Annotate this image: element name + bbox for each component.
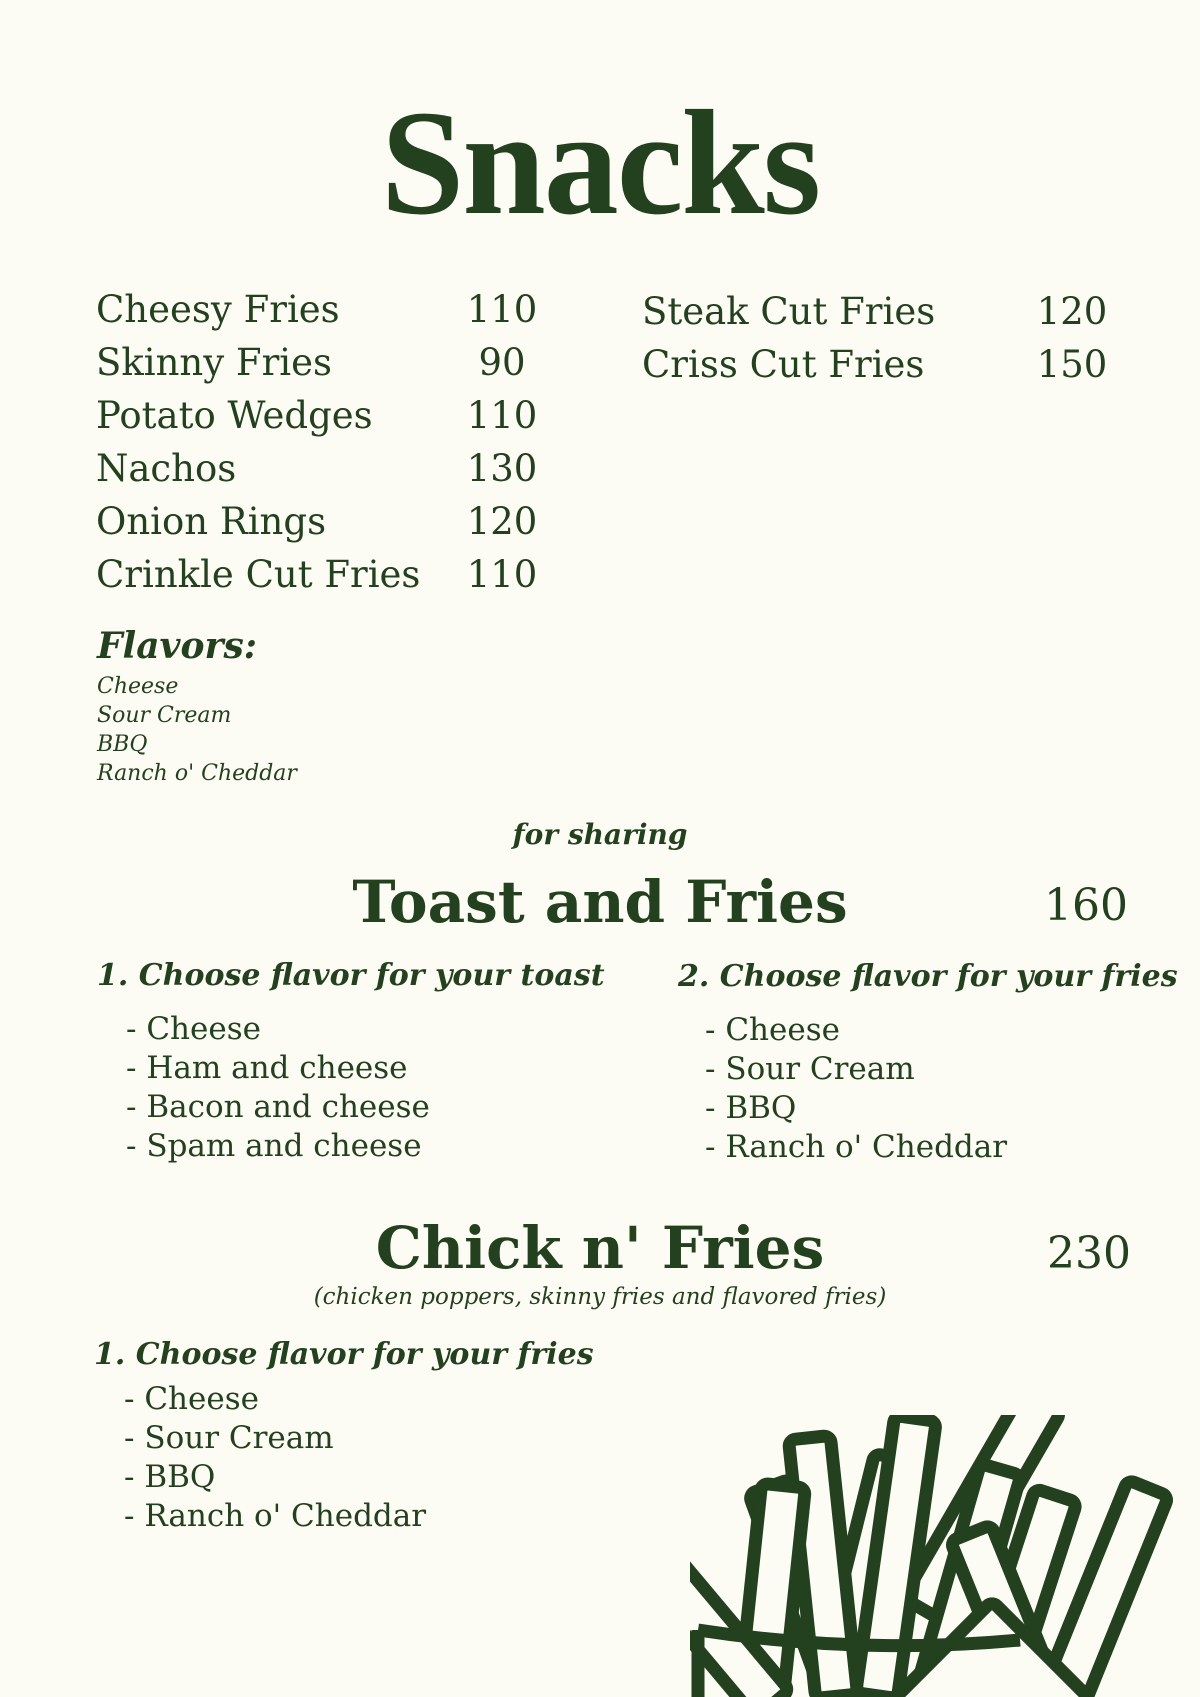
menu-item-price: 130 <box>466 447 538 490</box>
toast-flavor-options <box>126 1010 430 1166</box>
option-item: - Cheese <box>705 1012 840 1048</box>
chick-fries-flavor-options <box>124 1380 426 1536</box>
menu-item-price: 110 <box>466 288 538 331</box>
menu-item-price: 110 <box>466 553 538 596</box>
fries-flavor-options <box>705 1011 1007 1167</box>
snack-list-left <box>96 283 542 601</box>
chick-fries-subtitle: (chicken poppers, skinny fries and flavored fries) <box>313 1284 887 1310</box>
flavor-item: Sour Cream <box>97 703 232 728</box>
menu-item-name: Nachos <box>96 447 237 490</box>
toast-flavor-heading: 1. Choose flavor for your toast <box>97 958 605 993</box>
menu-item-name: Criss Cut Fries <box>642 343 925 386</box>
menu-item-name: Skinny Fries <box>96 341 333 384</box>
menu-item <box>642 338 1112 391</box>
fries-icon <box>690 1415 1200 1697</box>
option-item: - Cheese <box>126 1011 261 1047</box>
menu-item-name: Crinkle Cut Fries <box>96 553 421 596</box>
flavor-item: BBQ <box>97 732 148 757</box>
flavor-item: Ranch o' Cheddar <box>97 761 297 786</box>
toast-fries-price: 160 <box>1044 880 1128 931</box>
menu-item <box>96 336 542 389</box>
menu-item-name: Cheesy Fries <box>96 288 340 331</box>
option-item: - Spam and cheese <box>126 1128 422 1164</box>
menu-item-name: Onion Rings <box>96 500 327 543</box>
menu-item <box>96 548 542 601</box>
option-item: - Ranch o' Cheddar <box>705 1129 1008 1165</box>
sharing-label: for sharing <box>512 818 688 851</box>
flavor-item: Cheese <box>97 674 179 699</box>
chick-fries-title: Chick n' Fries <box>375 1214 825 1282</box>
option-item: - BBQ <box>705 1090 797 1126</box>
chick-fries-flavor-heading: 1. Choose flavor for your fries <box>94 1337 594 1372</box>
option-item: - BBQ <box>124 1459 216 1495</box>
menu-item <box>642 285 1112 338</box>
menu-item-price: 120 <box>1036 290 1108 333</box>
menu-item-price: 120 <box>466 500 538 543</box>
option-item: - Cheese <box>124 1381 259 1417</box>
option-item: - Ham and cheese <box>126 1050 408 1086</box>
menu-item-price: 110 <box>466 394 538 437</box>
menu-item <box>96 389 542 442</box>
menu-item <box>96 283 542 336</box>
page-title: Snacks <box>380 80 820 246</box>
option-item: - Ranch o' Cheddar <box>124 1498 427 1534</box>
chick-fries-price: 230 <box>1047 1228 1131 1279</box>
snack-list-right <box>642 285 1112 391</box>
flavor-list <box>97 672 297 788</box>
toast-fries-title: Toast and Fries <box>352 868 848 936</box>
option-item: - Bacon and cheese <box>126 1089 430 1125</box>
menu-item <box>96 495 542 548</box>
menu-item-name: Potato Wedges <box>96 394 373 437</box>
option-item: - Sour Cream <box>705 1051 915 1087</box>
fries-flavor-heading: 2. Choose flavor for your fries <box>678 959 1178 994</box>
menu-item <box>96 442 542 495</box>
flavors-heading: Flavors: <box>97 625 258 667</box>
option-item: - Sour Cream <box>124 1420 334 1456</box>
menu-item-name: Steak Cut Fries <box>642 290 936 333</box>
menu-item-price: 90 <box>478 341 526 384</box>
menu-item-price: 150 <box>1036 343 1108 386</box>
